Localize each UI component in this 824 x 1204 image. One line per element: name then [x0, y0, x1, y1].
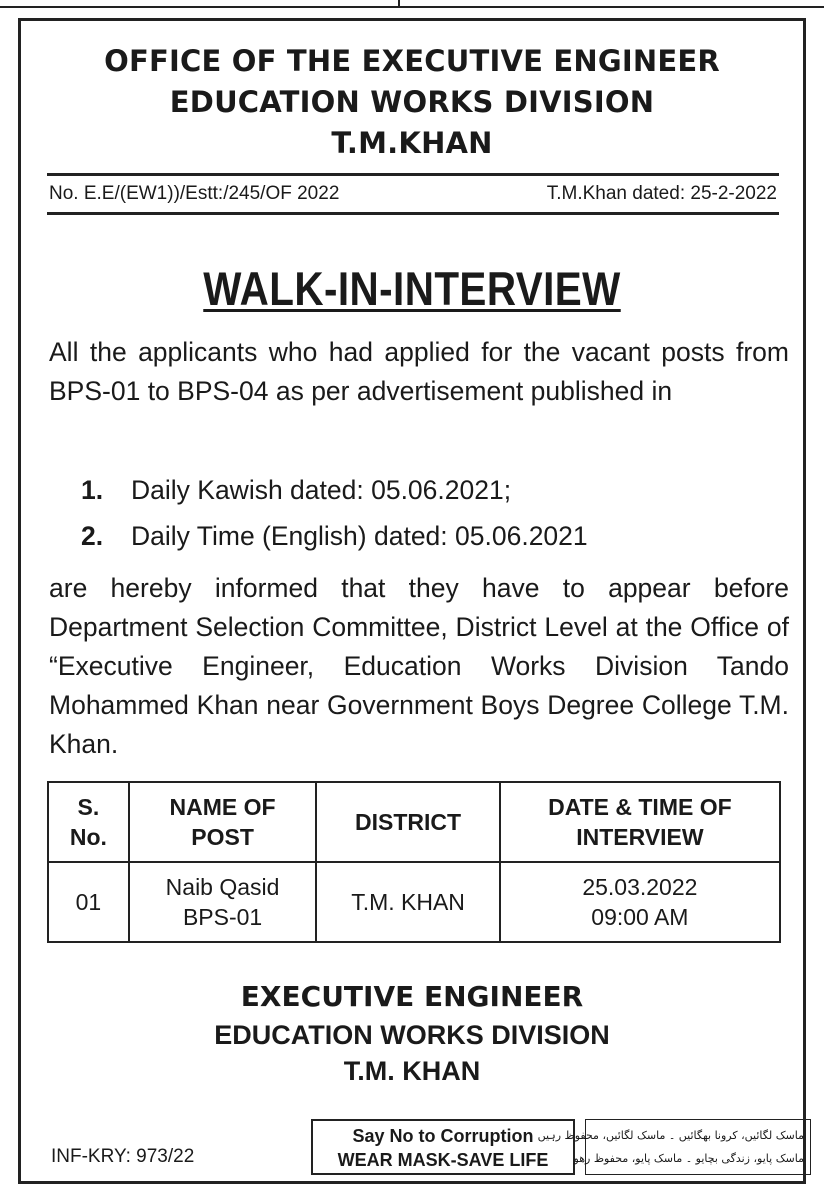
reference-date: T.M.Khan dated: 25-2-2022 — [546, 183, 777, 204]
notice-title: WALK-IN-INTERVIEW — [203, 262, 621, 315]
top-border-strip — [0, 0, 824, 8]
slogan-corruption: Say No to Corruption — [352, 1126, 534, 1146]
header-rule-top — [47, 173, 779, 176]
body-paragraph: are hereby informed that they have to appear before Department Selection Committee, District Level at the Office of “Executive Engineer, Education Works Division Tando Mohammed Khan near Government Boys Degree College T.M. Khan. — [49, 573, 789, 759]
header-line-city: T.M.KHAN — [331, 126, 493, 160]
signature-division: EDUCATION WORKS DIVISION — [214, 1020, 610, 1050]
header-post-line1: NAME OF — [169, 794, 276, 820]
slogan-box — [311, 1119, 575, 1175]
table-row — [48, 862, 780, 942]
header-date-line1: DATE & TIME OF — [548, 794, 732, 820]
header-line-office: OFFICE OF THE EXECUTIVE ENGINEER — [104, 44, 720, 78]
urdu-slogan-box — [537, 1119, 811, 1175]
header-sno-line2: No. — [69, 824, 107, 850]
notice-frame — [18, 18, 806, 1184]
publication-list — [81, 467, 781, 559]
header-district: DISTRICT — [316, 782, 499, 862]
office-header — [41, 41, 783, 164]
publication-item — [81, 513, 781, 559]
header-line-division: EDUCATION WORKS DIVISION — [169, 85, 655, 119]
urdu-slogan-line2: ماسک پایو، زندگی بچایو ۔ ماسک پایو، محفوظ رهو — [573, 1152, 804, 1165]
cell-post-scale: BPS-01 — [182, 904, 263, 930]
header-post — [129, 782, 317, 862]
cell-date: 25.03.2022 — [582, 874, 698, 900]
slogan-mask: WEAR MASK-SAVE LIFE — [337, 1150, 549, 1170]
header-rule-bottom — [47, 212, 779, 215]
publication-item — [81, 467, 781, 513]
signature-title: EXECUTIVE ENGINEER — [240, 980, 584, 1013]
header-post-line2: POST — [191, 824, 254, 850]
signature-city: T.M. KHAN — [343, 1056, 481, 1086]
urdu-slogan-line1: ماسک لگائیں، کرونا بھگائیں ۔ ماسک لگائیں، محفوظ رہیں — [537, 1129, 804, 1142]
reference-number: No. E.E/(EW1))/Estt:/245/OF 2022 — [49, 183, 340, 204]
header-sno-line1: S. — [77, 794, 100, 820]
cell-district: T.M. KHAN — [316, 862, 499, 942]
inf-code: INF-KRY: 973/22 — [51, 1146, 195, 1167]
publication-number: 2. — [81, 521, 104, 551]
cell-post — [129, 862, 317, 942]
signature-block — [41, 977, 783, 1089]
table-header-row — [48, 782, 780, 862]
header-date-line2: INTERVIEW — [576, 824, 704, 850]
header-sno — [48, 782, 129, 862]
intro-paragraph: All the applicants who had applied for the vacant posts from BPS-01 to BPS-04 as per advertisement published in — [49, 337, 789, 406]
publication-text: Daily Kawish dated: 05.06.2021; — [131, 475, 512, 505]
publication-text: Daily Time (English) dated: 05.06.2021 — [131, 521, 588, 551]
cell-post-name: Naib Qasid — [165, 874, 280, 900]
cell-time: 09:00 AM — [591, 904, 689, 930]
cell-date-time — [500, 862, 780, 942]
header-date-time — [500, 782, 780, 862]
cell-sno: 01 — [48, 862, 129, 942]
interview-schedule-table — [47, 781, 781, 943]
top-border-tick — [398, 0, 400, 6]
publication-number: 1. — [81, 475, 104, 505]
